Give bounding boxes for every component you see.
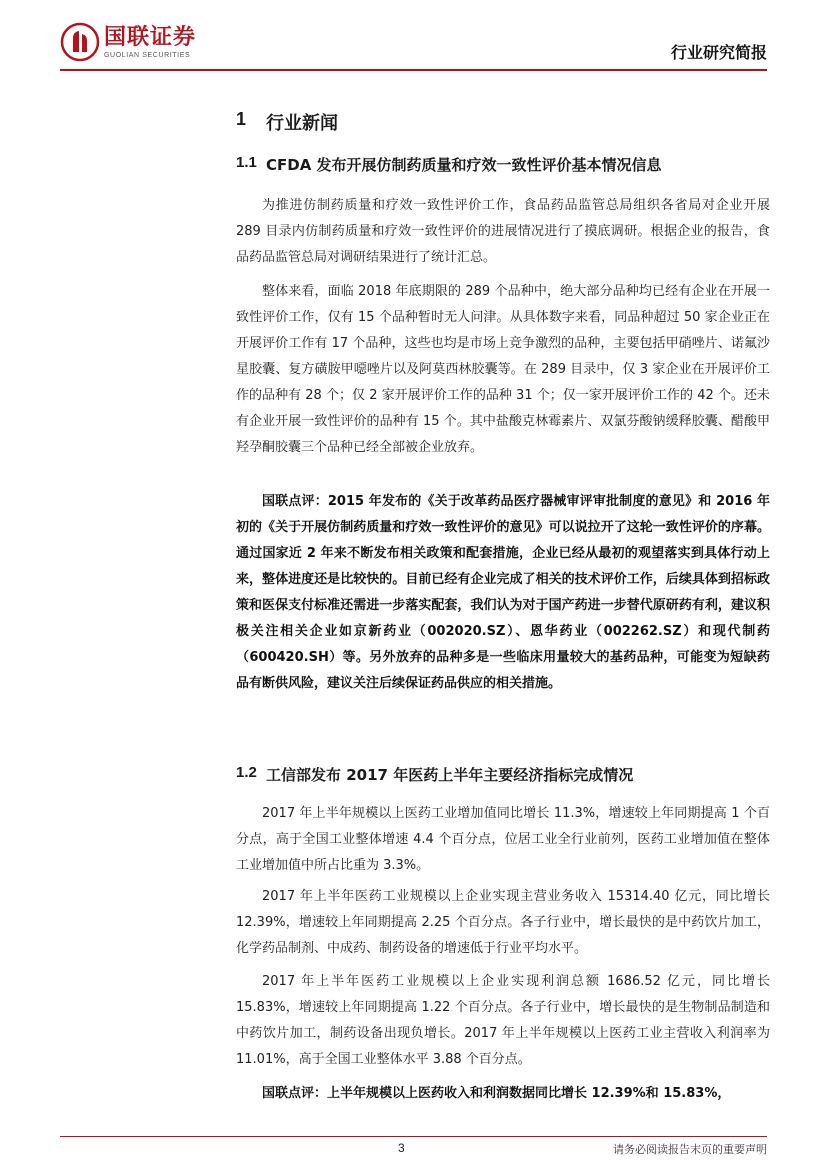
logo-english-name: GUOLIAN SECURITIES (104, 51, 191, 59)
subsection-heading-1-2 (236, 764, 633, 785)
analyst-comment: 国联点评：上半年规模以上医药收入和利润数据同比增长 12.39%和 15.83%， (262, 1086, 731, 1101)
subsection-heading-1-1 (236, 154, 662, 175)
analyst-comment: 国联点评：2015 年发布的《关于改革药品医疗器械审评审批制度的意见》和 2016 年初的《关于开展仿制药质量和疗效一致性评价的意见》可以说拉开了这轮一致性评价的序幕。通过国家近 2 年来不断发布相关政策和配套措施，企业已经从最初的观望落实到具体行动上来，整体进度还是比较快的。目前已经有企业完成了相关的技术评价工作，后续具体到招标政策和医保支付标准还需进一步落实配套，我们认为对于国产药进一步替代原研药有利，建议积极关注相关企业如京新药业（002020.SZ）、恩华药业（002262.SZ）和现代制药（600420.SH）等。另外放弃的品种多是一些临床用量较大的基药品种，可能变为短缺药品有断供风险，建议关注后续保证药品供应的相关措施。 (236, 494, 770, 691)
section-number: 1 (236, 109, 247, 129)
page-number: 3 (398, 1141, 405, 1155)
document-type-label: 行业研究简报 (670, 43, 767, 62)
logo-chinese-name: 国联证券 (104, 24, 197, 50)
disclaimer-notice: 请务必阅读报告末页的重要声明 (613, 1143, 767, 1156)
body-paragraph: 整体来看，面临 2018 年底期限的 289 个品种中，绝大部分品种均已经有企业在开展一致性评价工作，仅有 15 个品种暂时无人问津。从具体数字来看，同品种超过 50 家企业正在开展评价工作有 17 个品种，这些也均是市场上竞争激烈的品种，主要包括甲硝唑片、诺氟沙星胶囊、复方磺胺甲噁唑片以及阿莫西林胶囊等。在 289 目录中，仅 3 家企业在开展评价工作的品种有 28 个；仅 2 家开展评价工作的品种 31 个；仅一家开展评价工作的 42 个。还未有企业开展一致性评价的品种有 15 个。其中盐酸克林霉素片、双氯芬酸钠缓释胶囊、醋酸甲羟孕酮胶囊三个品种已经全部被企业放弃。 (236, 284, 770, 455)
body-paragraph: 2017 年上半年医药工业规模以上企业实现主营业务收入 15314.40 亿元，同比增长 12.39%，增速较上年同期提高 2.25 个百分点。各子行业中，增长最快的是中药饮片加工，化学药品制剂、中成药、制药设备的增速低于行业平均水平。 (236, 889, 770, 956)
section-heading (236, 109, 338, 135)
section-title: 行业新闻 (266, 113, 338, 134)
subsection-number: 1.1 (236, 154, 257, 171)
footer-divider (60, 1136, 767, 1137)
subsection-number: 1.2 (236, 764, 257, 781)
subsection-title: CFDA 发布开展仿制药质量和疗效一致性评价基本情况信息 (266, 156, 662, 174)
body-paragraph: 2017 年上半年规模以上医药工业增加值同比增长 11.3%，增速较上年同期提高 1 个百分点，高于全国工业整体增速 4.4 个百分点，位居工业全行业前列，医药工业增加值在整体工业增加值中所占比重为 3.3%。 (236, 806, 770, 873)
body-paragraph: 为推进仿制药质量和疗效一致性评价工作，食品药品监管总局组织各省局对企业开展 289 目录内仿制药质量和疗效一致性评价的进展情况进行了摸底调研。根据企业的报告，食品药品监管总局对调研结果进行了统计汇总。 (236, 198, 770, 265)
logo-emblem-icon (60, 22, 100, 62)
body-paragraph: 2017 年上半年医药工业规模以上企业实现利润总额 1686.52 亿元，同比增长 15.83%，增速较上年同期提高 1.22 个百分点。各子行业中，增长最快的是生物制品制造和中药饮片加工，制药设备出现负增长。2017 年上半年规模以上医药工业主营收入利润率为 11.01%，高于全国工业整体水平 3.88 个百分点。 (236, 974, 770, 1067)
subsection-title: 工信部发布 2017 年医药上半年主要经济指标完成情况 (266, 766, 634, 784)
company-logo (60, 22, 196, 62)
header-divider (60, 69, 767, 71)
